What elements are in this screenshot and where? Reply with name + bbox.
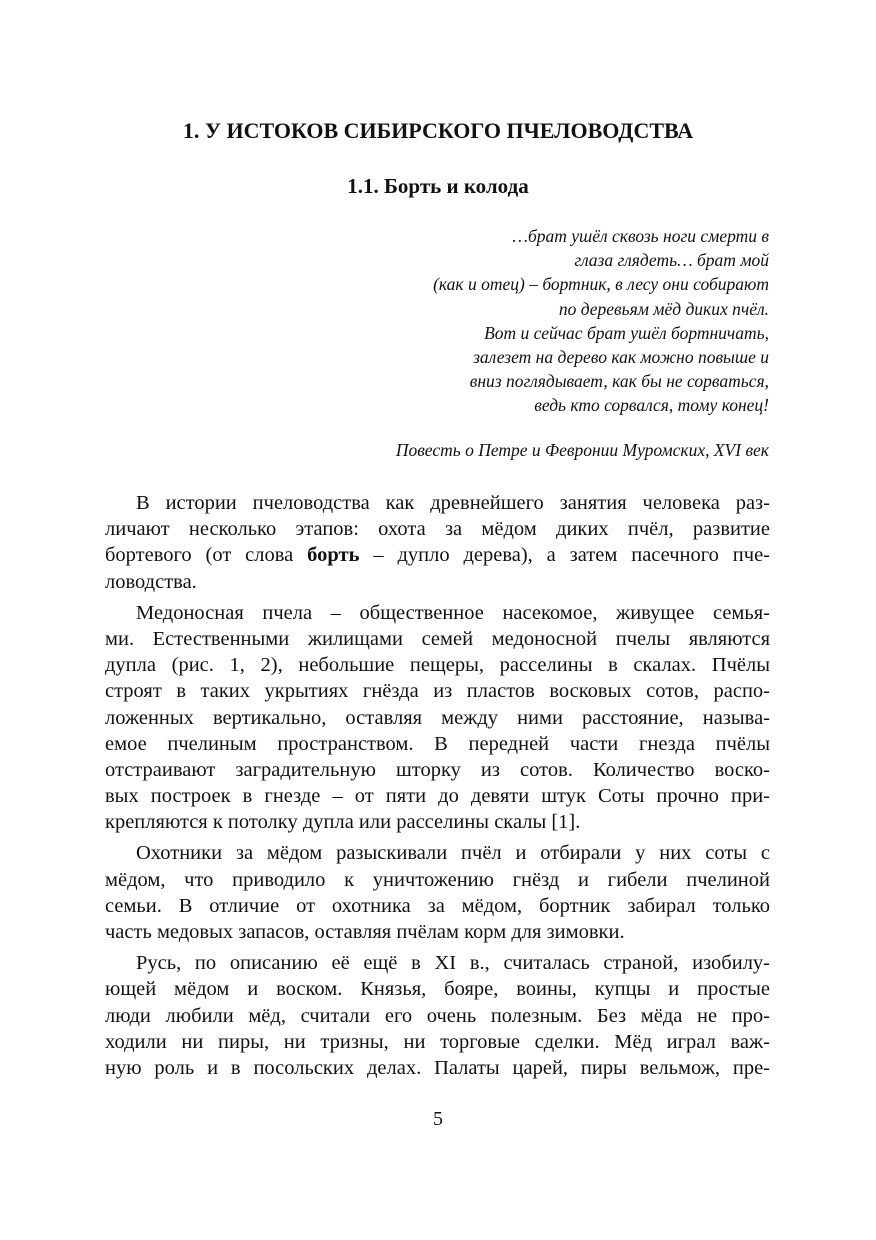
body-line-part: – дупло дерева), а затем пасечного пче- bbox=[359, 544, 771, 567]
body-line: часть медовых запасов, оставляя пчёлам корм для зимовки. bbox=[105, 921, 625, 943]
body-line: ложенных вертикально, оставляя между ними расстояние, называ- bbox=[105, 706, 770, 729]
body-line-part: бортевого (от слова bbox=[105, 544, 308, 567]
epigraph-line: по деревьям мёд диких пчёл. bbox=[558, 298, 769, 319]
epigraph-line: глаза глядеть… брат мой bbox=[574, 250, 769, 271]
body-line: семьи. В отличие от охотника за мёдом, бортник забирал только bbox=[105, 894, 770, 917]
body-line: вых построек в гнезде – от пяти до девяти штук Соты прочно при- bbox=[105, 785, 770, 808]
body-line: В истории пчеловодства как древнейшего занятия человека раз- bbox=[136, 492, 770, 514]
paragraph-2 bbox=[105, 600, 770, 836]
epigraph-line: Вот и сейчас брат ушёл бортничать, bbox=[484, 322, 769, 343]
body-line: Медоносная пчела – общественное насекомое, живущее семья- bbox=[136, 601, 770, 624]
body-line: ную роль и в посольских делах. Палаты царей, пиры вельмож, пре- bbox=[105, 1056, 770, 1079]
paragraph-3 bbox=[105, 840, 770, 945]
paragraph-1 bbox=[105, 490, 770, 595]
body-line: емое пчелиным пространством. В передней части гнезда пчёлы bbox=[105, 732, 770, 755]
epigraph-line: залезет на дерево как можно повыше и bbox=[473, 347, 769, 368]
body-line: ловодства. bbox=[105, 570, 197, 593]
body-line: Русь, по описанию её ещё в XI в., считалась страной, изобилу- bbox=[136, 952, 770, 975]
body-line bbox=[105, 542, 770, 568]
body-text bbox=[105, 490, 770, 1081]
epigraph bbox=[433, 224, 769, 418]
section-title: 1.1. Борть и колода bbox=[347, 174, 529, 198]
body-line: ходили ни пиры, ни тризны, ни торговые сделки. Мёд играл важ- bbox=[105, 1030, 770, 1053]
epigraph-line: вниз поглядывает, как бы не сорваться, bbox=[469, 371, 769, 392]
epigraph-line: …брат ушёл сквозь ноги смерти в bbox=[512, 226, 769, 246]
body-line: дупла (рис. 1, 2), небольшие пещеры, расселины в скалах. Пчёлы bbox=[105, 654, 770, 677]
chapter-title: 1. У ИСТОКОВ СИБИРСКОГО ПЧЕЛОВОДСТВА bbox=[182, 118, 694, 143]
paragraph-4 bbox=[105, 950, 770, 1081]
epigraph-line: (как и отец) – бортник, в лесу они собирают bbox=[433, 274, 769, 295]
body-line: ми. Естественными жилищами семей медоносной пчелы являются bbox=[105, 627, 770, 650]
body-line: личают несколько этапов: охота за мёдом диких пчёл, развитие bbox=[105, 518, 770, 541]
page-number: 5 bbox=[433, 1108, 443, 1130]
body-line: ющей мёдом и воском. Князья, бояре, воины, купцы и простые bbox=[105, 978, 770, 1001]
bold-term: борть bbox=[307, 544, 360, 567]
epigraph-line: ведь кто сорвался, тому конец! bbox=[534, 395, 769, 416]
body-line: Охотники за мёдом разыскивали пчёл и отбирали у них соты с bbox=[136, 842, 770, 865]
body-line: люди любили мёд, считали его очень полезным. Без мёда не про- bbox=[105, 1004, 770, 1027]
body-line: мёдом, что приводило к уничтожению гнёзд и гибели пчелиной bbox=[105, 868, 770, 891]
body-line: отстраивают заградительную шторку из сотов. Количество воско- bbox=[105, 758, 770, 781]
body-line: строят в таких укрытиях гнёзда из пластов восковых сотов, распо- bbox=[105, 680, 770, 703]
epigraph-source: Повесть о Петре и Февронии Муромских, XVI век bbox=[395, 440, 769, 460]
body-line: крепляются к потолку дупла или расселины скалы [1]. bbox=[105, 811, 581, 834]
